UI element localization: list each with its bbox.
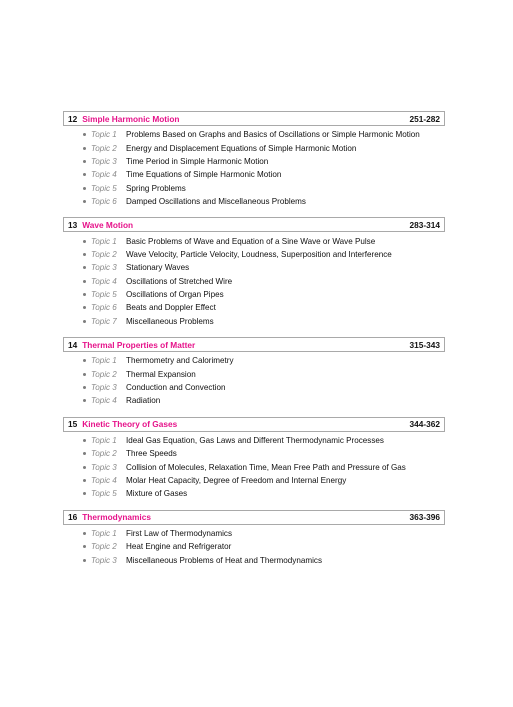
chapter-number: 16 <box>68 512 78 523</box>
chapter-title[interactable]: Simple Harmonic Motion <box>82 113 180 124</box>
topic-title: Collision of Molecules, Relaxation Time, Mean Free Path and Pressure of Gas <box>126 462 406 472</box>
topic-title: Radiation <box>126 396 161 406</box>
bullet-dot-icon <box>83 306 86 309</box>
chapter-heading <box>68 512 151 522</box>
topic-label: Topic 4 <box>91 476 117 485</box>
topic-item[interactable] <box>63 234 445 247</box>
chapter-header <box>63 417 445 432</box>
topic-title: Oscillations of Stretched Wire <box>126 276 233 286</box>
topic-item[interactable] <box>63 315 445 328</box>
topic-title: Mixture of Gases <box>126 489 188 499</box>
topic-label: Topic 1 <box>91 130 117 140</box>
topic-item[interactable] <box>63 527 445 540</box>
chapter-title[interactable]: Kinetic Theory of Gases <box>82 419 178 430</box>
topic-item[interactable] <box>63 474 445 487</box>
topic-item[interactable] <box>63 141 445 154</box>
topic-label: Topic 6 <box>91 197 117 207</box>
topic-title: Energy and Displacement Equations of Simple Harmonic Motion <box>126 143 357 153</box>
chapter-page-range: 344-362 <box>409 419 440 430</box>
chapter-header <box>63 510 445 525</box>
bullet-dot-icon <box>83 280 86 283</box>
topic-item[interactable] <box>63 540 445 553</box>
topic-title: First Law of Thermodynamics <box>126 528 233 538</box>
topic-label: Topic 5 <box>91 183 117 193</box>
bullet-dot-icon <box>83 439 86 442</box>
chapter-heading <box>68 220 133 230</box>
bullet-dot-icon <box>83 466 86 469</box>
bullet-dot-icon <box>83 240 86 243</box>
topic-label: Topic 2 <box>91 143 117 153</box>
chapter-header <box>63 217 445 232</box>
topic-item[interactable] <box>63 301 445 314</box>
topic-list <box>63 128 445 208</box>
chapter-header <box>63 337 445 352</box>
topic-label: Topic 3 <box>91 263 117 273</box>
topic-title: Thermal Expansion <box>126 369 196 379</box>
bullet-dot-icon <box>83 160 86 163</box>
chapter-section <box>63 217 445 328</box>
chapter-section <box>63 417 445 501</box>
topic-label: Topic 1 <box>91 435 117 445</box>
topic-title: Time Period in Simple Harmonic Motion <box>126 156 269 166</box>
topic-label: Topic 5 <box>91 489 117 499</box>
bullet-dot-icon <box>83 373 86 376</box>
topic-label: Topic 2 <box>91 249 117 259</box>
topic-list <box>63 354 445 408</box>
topic-item[interactable] <box>63 434 445 447</box>
topic-label: Topic 5 <box>91 290 117 300</box>
topic-title: Oscillations of Organ Pipes <box>126 290 224 300</box>
bullet-dot-icon <box>83 452 86 455</box>
topic-title: Three Speeds <box>126 449 177 459</box>
topic-item[interactable] <box>63 195 445 208</box>
topic-title: Miscellaneous Problems of Heat and Thermodynamics <box>126 555 322 565</box>
bullet-dot-icon <box>83 200 86 203</box>
chapter-number: 14 <box>68 339 78 350</box>
topic-item[interactable] <box>63 182 445 195</box>
topic-item[interactable] <box>63 168 445 181</box>
chapter-heading <box>68 419 177 429</box>
bullet-dot-icon <box>83 399 86 402</box>
topic-label: Topic 7 <box>91 316 117 326</box>
topic-label: Topic 4 <box>91 396 117 406</box>
topic-label: Topic 1 <box>91 356 117 366</box>
chapter-page-range: 315-343 <box>409 339 440 350</box>
topic-label: Topic 6 <box>91 303 117 313</box>
topic-item[interactable] <box>63 367 445 380</box>
topic-item[interactable] <box>63 248 445 261</box>
topic-item[interactable] <box>63 288 445 301</box>
bullet-dot-icon <box>83 293 86 296</box>
topic-title: Problems Based on Graphs and Basics of Oscillations or Simple Harmonic Motion <box>126 130 420 140</box>
bullet-dot-icon <box>83 559 86 562</box>
topic-label: Topic 1 <box>91 528 117 538</box>
bullet-dot-icon <box>83 173 86 176</box>
topic-title: Ideal Gas Equation, Gas Laws and Different Thermodynamic Processes <box>126 435 384 445</box>
chapter-title[interactable]: Thermodynamics <box>82 512 151 523</box>
topic-title: Miscellaneous Problems <box>126 316 214 326</box>
topic-item[interactable] <box>63 394 445 407</box>
topic-label: Topic 2 <box>91 449 117 459</box>
bullet-dot-icon <box>83 386 86 389</box>
topic-label: Topic 3 <box>91 156 117 166</box>
topic-list <box>63 434 445 501</box>
bullet-dot-icon <box>83 266 86 269</box>
topic-item[interactable] <box>63 553 445 566</box>
bullet-dot-icon <box>83 253 86 256</box>
topic-item[interactable] <box>63 447 445 460</box>
bullet-dot-icon <box>83 187 86 190</box>
chapter-number: 13 <box>68 219 78 230</box>
topic-title: Basic Problems of Wave and Equation of a Sine Wave or Wave Pulse <box>126 236 376 246</box>
bullet-dot-icon <box>83 545 86 548</box>
topic-title: Wave Velocity, Particle Velocity, Loudness, Superposition and Interference <box>126 249 392 259</box>
bullet-dot-icon <box>83 492 86 495</box>
bullet-dot-icon <box>83 532 86 535</box>
topic-item[interactable] <box>63 460 445 473</box>
topic-label: Topic 3 <box>91 383 117 393</box>
chapter-heading <box>68 340 195 350</box>
topic-item[interactable] <box>63 354 445 367</box>
bullet-dot-icon <box>83 133 86 136</box>
topic-label: Topic 4 <box>91 170 117 180</box>
topic-item[interactable] <box>63 275 445 288</box>
chapter-page-range: 251-282 <box>409 113 440 124</box>
topic-title: Time Equations of Simple Harmonic Motion <box>126 170 282 180</box>
chapter-header <box>63 111 445 126</box>
chapter-section <box>63 337 445 408</box>
topic-title: Conduction and Convection <box>126 383 226 393</box>
topic-item[interactable] <box>63 487 445 500</box>
topic-item[interactable] <box>63 155 445 168</box>
topic-list <box>63 234 445 328</box>
chapter-title[interactable]: Wave Motion <box>82 219 134 230</box>
topic-label: Topic 2 <box>91 542 117 552</box>
chapter-heading <box>68 114 180 124</box>
chapter-page-range: 283-314 <box>409 219 440 230</box>
bullet-dot-icon <box>83 320 86 323</box>
topic-label: Topic 2 <box>91 369 117 379</box>
chapter-number: 12 <box>68 113 78 124</box>
topic-title: Spring Problems <box>126 183 186 193</box>
topic-label: Topic 1 <box>91 236 117 246</box>
bullet-dot-icon <box>83 359 86 362</box>
topic-list <box>63 527 445 567</box>
topic-label: Topic 3 <box>91 555 117 565</box>
chapter-section <box>63 510 445 567</box>
chapter-page-range: 363-396 <box>409 512 440 523</box>
bullet-dot-icon <box>83 147 86 150</box>
bullet-dot-icon <box>83 479 86 482</box>
table-of-contents <box>63 111 445 576</box>
topic-title: Thermometry and Calorimetry <box>126 356 234 366</box>
topic-title: Damped Oscillations and Miscellaneous Problems <box>126 197 306 207</box>
topic-title: Stationary Waves <box>126 263 190 273</box>
topic-label: Topic 4 <box>91 276 117 286</box>
chapter-section <box>63 111 445 208</box>
topic-item[interactable] <box>63 261 445 274</box>
topic-item[interactable] <box>63 128 445 141</box>
topic-title: Molar Heat Capacity, Degree of Freedom and Internal Energy <box>126 476 347 485</box>
topic-title: Beats and Doppler Effect <box>126 303 216 313</box>
chapter-number: 15 <box>68 419 78 430</box>
topic-item[interactable] <box>63 381 445 394</box>
topic-label: Topic 3 <box>91 462 117 472</box>
chapter-title[interactable]: Thermal Properties of Matter <box>82 339 196 350</box>
topic-title: Heat Engine and Refrigerator <box>126 542 232 552</box>
